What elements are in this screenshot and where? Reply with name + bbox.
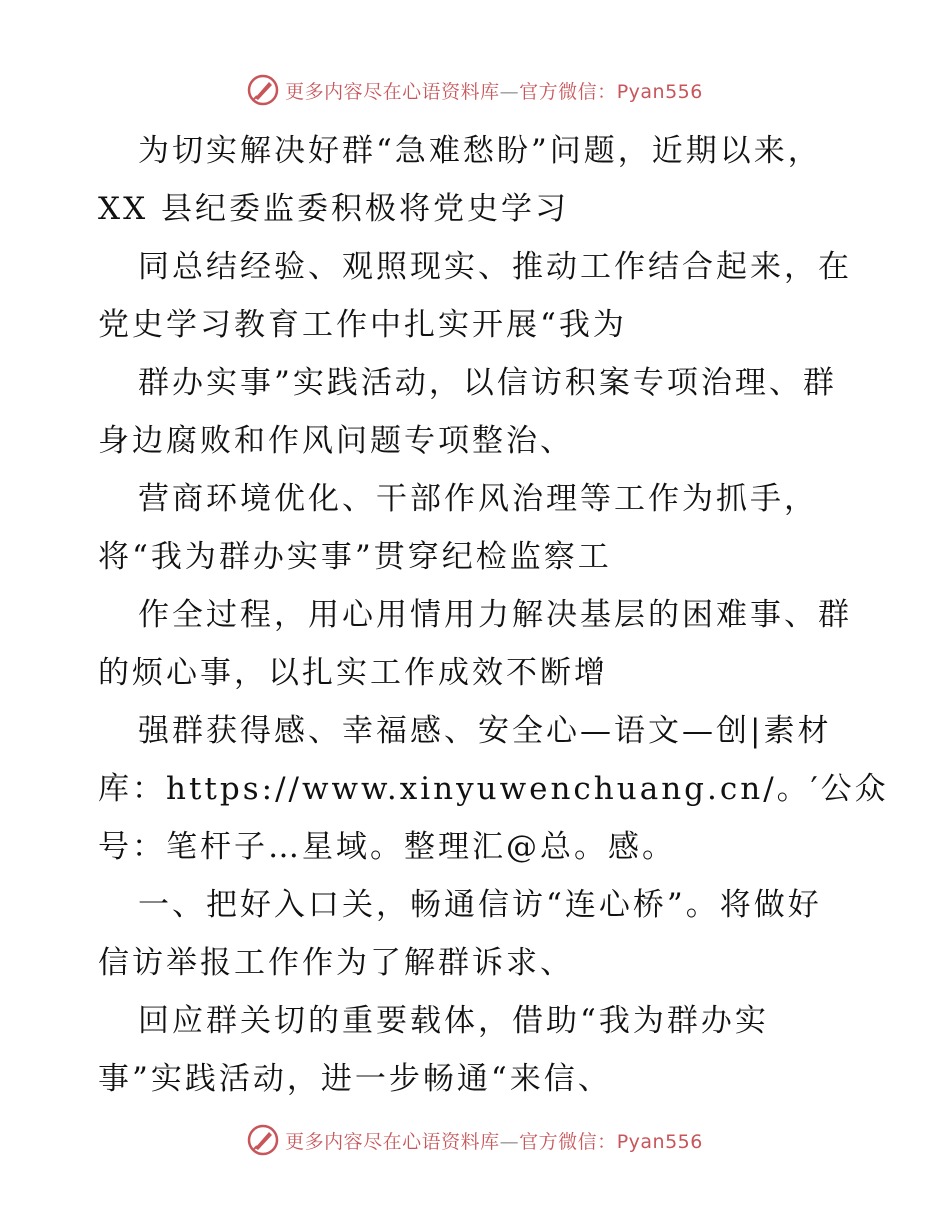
watermark-header	[0, 70, 950, 110]
text-line: 将“我为群办实事”贯穿纪检监察工	[98, 539, 612, 575]
text-line: 强群获得感、幸福感、安全心—语文—创|素材	[138, 713, 832, 749]
text-line: 身边腐败和作风问题专项整治、	[98, 423, 574, 459]
text-line: 回应群关切的重要载体，借助“我为群办实	[138, 1003, 769, 1039]
text-line: 一、把好入口关，畅通信访“连心桥”。将做好	[138, 887, 822, 923]
text-line: 作全过程，用心用情用力解决基层的困难事、群	[138, 597, 852, 633]
text-line: 营商环境优化、干部作风治理等工作为抓手，	[138, 481, 818, 517]
text-line: 号：笔杆子…星域。整理汇@总。感。	[98, 829, 676, 865]
text-line: 为切实解决好群“急难愁盼”问题，近期以来，	[138, 133, 822, 169]
text-line: XX 县纪委监委积极将党史学习	[98, 191, 569, 227]
quill-pen-logo-icon	[247, 1124, 279, 1156]
document-body	[98, 122, 889, 1108]
quill-pen-logo-icon	[247, 74, 279, 106]
text-line: 信访举报工作作为了解群诉求、	[98, 945, 574, 981]
watermark-text: 更多内容尽在心语资料库—官方微信：Pyan556	[285, 80, 703, 103]
watermark-text: 更多内容尽在心语资料库—官方微信：Pyan556	[285, 1130, 703, 1153]
watermark-footer	[0, 1120, 950, 1160]
text-line: 群办实事”实践活动，以信访积案专项治理、群	[138, 365, 837, 401]
text-line: 库：https://www.xinyuwenchuang.cn/。′公众	[98, 771, 889, 807]
text-line: 党史学习教育工作中扎实开展“我为	[98, 307, 627, 343]
text-line: 同总结经验、观照现实、推动工作结合起来，在	[138, 249, 852, 285]
text-line: 事”实践活动，进一步畅通“来信、	[98, 1061, 612, 1097]
text-line: 的烦心事，以扎实工作成效不断增	[98, 655, 608, 691]
